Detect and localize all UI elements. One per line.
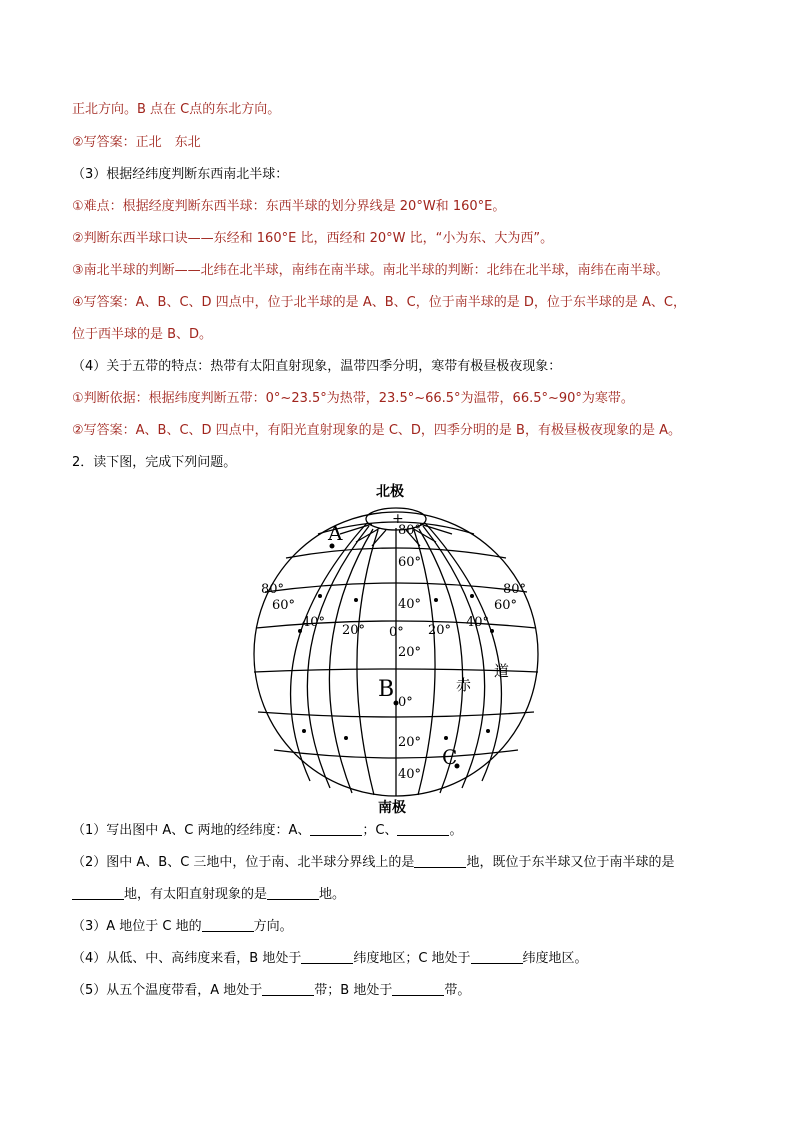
q1-text-c: 。 — [449, 823, 463, 838]
answer-text: ①难点：根据经度判断东西半球：东西半球的划分界线是 20°W和 160°E。 — [72, 199, 506, 214]
q2-text-c: 地，有太阳直射现象的是 — [124, 887, 268, 902]
answer-text: ②判断东西半球口诀——东经和 160°E 比，西经和 20°W 比，“小为东、大为西”。 — [72, 231, 554, 246]
answer-blank[interactable] — [397, 823, 449, 836]
point-a-label: A — [328, 521, 343, 545]
answer-text: 正北方向。B 点在 C点的东北方向。 — [72, 102, 281, 117]
answer-blank[interactable] — [471, 951, 523, 964]
answer-line-11 — [72, 422, 681, 440]
south-pole-label: 南极 — [378, 800, 406, 816]
question-4 — [72, 950, 588, 968]
answer-text: 位于西半球的是 B、D。 — [72, 327, 213, 342]
lon-label-w40: 40° — [302, 615, 326, 630]
question-2 — [72, 854, 674, 872]
equator-char-2: 道 — [494, 662, 510, 680]
answer-text: ②写答案：A、B、C、D 四点中，有阳光直射现象的是 C、D，四季分明的是 B，有极昼极夜现象的是 A。 — [72, 423, 681, 438]
section-heading — [72, 166, 288, 184]
q3-text-a: （3）A 地位于 C 地的 — [72, 919, 202, 934]
answer-text: ①判断依据：根据纬度判断五带：0°~23.5°为热带，23.5°~66.5°为温带，66.5°~90°为寒带。 — [72, 391, 634, 406]
globe-figure — [0, 476, 794, 816]
meridian-w20 — [357, 530, 378, 795]
q3-text-b: 方向。 — [253, 919, 293, 934]
lon-label-e80: 80° — [503, 582, 527, 597]
lat-label-80n: 80° — [398, 523, 422, 538]
pole-plus: + — [392, 511, 404, 527]
q5-text-a: （5）从五个温度带看，A 地处于 — [72, 983, 263, 998]
answer-blank[interactable] — [72, 887, 124, 900]
q1-text-b: ；C、 — [362, 823, 398, 838]
answer-line-10 — [72, 390, 634, 408]
heading-text: （3）根据经纬度判断东西南北半球： — [72, 167, 289, 182]
lat-label-0: 0° — [398, 695, 413, 710]
answer-line-1 — [72, 101, 280, 119]
north-pole-label: 北极 — [376, 484, 404, 500]
lon-label-0: 0° — [389, 625, 404, 640]
q4-text-a: （4）从低、中、高纬度来看，B 地处于 — [72, 951, 302, 966]
q5-text-c: 带。 — [444, 983, 471, 998]
answer-blank[interactable] — [392, 983, 444, 996]
q4-text-c: 纬度地区。 — [522, 951, 588, 966]
answer-blank[interactable] — [301, 951, 353, 964]
question-title — [72, 454, 236, 472]
lat-label-40s: 40° — [398, 767, 422, 782]
question-title-text: 2．读下图，完成下列问题。 — [72, 455, 237, 470]
lon-label-w20: 20° — [342, 623, 366, 638]
lat-label-20n: 20° — [398, 645, 422, 660]
heading-text: （4）关于五带的特点：热带有太阳直射现象，温带四季分明，寒带有极昼极夜现象： — [72, 359, 562, 374]
q4-text-b: 纬度地区；C 地处于 — [353, 951, 471, 966]
q5-text-b: 带；B 地处于 — [314, 983, 393, 998]
answer-line-2 — [72, 134, 201, 152]
question-5 — [72, 982, 470, 1000]
q2-text-b: 地，既位于东半球又位于南半球的是 — [466, 855, 675, 870]
lat-label-60n: 60° — [398, 555, 422, 570]
answer-blank[interactable] — [310, 823, 362, 836]
answer-text: ④写答案：A、B、C、D 四点中，位于北半球的是 A、B、C，位于南半球的是 D，位于东半球的是 A、C， — [72, 295, 686, 310]
answer-line-4 — [72, 198, 505, 216]
answer-line-5 — [72, 230, 553, 248]
lon-label-w80: 80° — [261, 582, 285, 597]
answer-line-8 — [72, 326, 212, 344]
q2-text-d: 地。 — [319, 887, 346, 902]
answer-text: ③南北半球的判断——北纬在北半球，南纬在南半球。南北半球的判断：北纬在北半球，南纬在南半球。 — [72, 263, 669, 278]
q2-text-a: （2）图中 A、B、C 三地中，位于南、北半球分界线上的是 — [72, 855, 415, 870]
lon-label-e60: 60° — [494, 598, 518, 613]
answer-text: ②写答案：正北 东北 — [72, 135, 201, 150]
meridian-w40 — [329, 529, 373, 793]
answer-blank[interactable] — [262, 983, 314, 996]
question-3 — [72, 918, 293, 936]
q1-text-a: （1）写出图中 A、C 两地的经纬度：A、 — [72, 823, 311, 838]
answer-line-7 — [72, 294, 686, 312]
answer-blank[interactable] — [267, 887, 319, 900]
question-2-cont — [72, 886, 345, 904]
lon-label-e40: 40° — [466, 615, 490, 630]
point-b-label: B — [378, 677, 395, 702]
section-heading — [72, 358, 561, 376]
lon-label-e20: 20° — [428, 623, 452, 638]
lat-label-40n: 40° — [398, 597, 422, 612]
answer-line-6 — [72, 262, 669, 280]
equator-char-1: 赤 — [456, 676, 472, 694]
answer-blank[interactable] — [414, 855, 466, 868]
lat-label-20s: 20° — [398, 735, 422, 750]
point-c-label: C — [442, 745, 458, 769]
answer-blank[interactable] — [202, 919, 254, 932]
question-1 — [72, 822, 463, 840]
lon-label-w60: 60° — [272, 598, 296, 613]
